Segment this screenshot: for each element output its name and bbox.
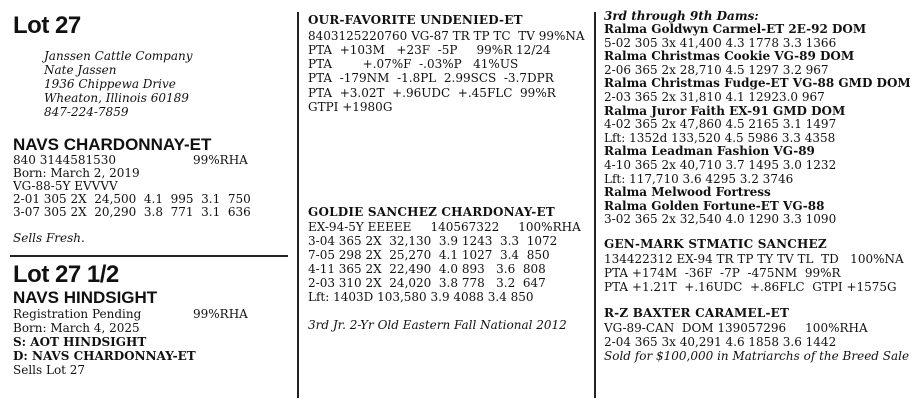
sire-data-line: PTA +3.02T +.96UDC +.45FLC 99%R (308, 86, 556, 100)
ancestor-dam-name: Ralma Christmas Cookie VG-89 DOM (604, 49, 855, 64)
sire-data-line: PTA -179NM -1.8PL 2.99SCS -3.7DPR (308, 71, 554, 85)
mgs-data-line: PTA +174M -36F -7P -475NM 99%R (604, 266, 841, 280)
ancestor-dam-name: Ralma Leadman Fashion VG-89 (604, 144, 815, 159)
mgs-name: GEN-MARK STMATIC SANCHEZ (604, 237, 827, 251)
dam-data-line: 2-03 310 2X 24,020 3.8 778 3.2 647 (308, 276, 546, 290)
sale-note: Sells Fresh. (13, 231, 85, 245)
production-record: 2-01 305 2X 24,500 4.1 995 3.1 750 (13, 192, 251, 206)
classification: VG-88-5Y EVVVV (13, 179, 118, 193)
dam-data-line: Lft: 1403D 103,580 3.9 4088 3.4 850 (308, 290, 534, 304)
consignor-info (44, 49, 193, 119)
dam-data-line: 3-04 365 2X 32,130 3.9 1243 3.3 1072 (308, 234, 558, 248)
sire-line: S: AOT HINDSIGHT (13, 335, 147, 349)
dam-name: GOLDIE SANCHEZ CHARDONAY-ET (308, 205, 555, 219)
mgd-data-line: 2-04 365 3x 40,291 4.6 1858 3.6 1442 (604, 335, 837, 349)
birth-date: Born: March 2, 2019 (13, 166, 140, 180)
dam-data-line: 4-11 365 2X 22,490 4.0 893 3.6 808 (308, 262, 546, 276)
consignor-line: 1936 Chippewa Drive (44, 77, 176, 91)
dam-line: D: NAVS CHARDONNAY-ET (13, 349, 196, 363)
ancestor-dam-record: 3-02 365 2x 32,540 4.0 1290 3.3 1090 (604, 212, 837, 227)
ancestor-dam-name: Ralma Melwood Fortress (604, 185, 771, 200)
sire-data-line: PTA +.07%F -.03%P 41%US (308, 57, 519, 71)
ancestor-dam-record: 2-03 365 2x 31,810 4.1 12923.0 967 (604, 89, 825, 104)
sire-data-line: GTPI +1980G (308, 100, 393, 114)
ancestor-dam-name: Ralma Christmas Fudge-ET VG-88 GMD DOM (604, 76, 911, 91)
ancestor-dam-name: Ralma Golden Fortune-ET VG-88 (604, 198, 825, 213)
birth-date: Born: March 4, 2025 (13, 321, 140, 335)
animal-name: NAVS HINDSIGHT (13, 288, 158, 307)
ancestor-dam-record: 4-10 365 2x 40,710 3.7 1495 3.0 1232 (604, 157, 837, 172)
dam-data-line: 7-05 298 2X 25,270 4.1 1027 3.4 850 (308, 248, 550, 262)
animal-name: NAVS CHARDONNAY-ET (13, 135, 212, 154)
mgd-data-line: VG-89-CAN DOM 139057296 100%RHA (604, 321, 868, 335)
ancestor-dam-record: 2-06 365 2x 28,710 4.5 1297 3.2 967 (604, 62, 829, 77)
consignor-line: 847-224-7859 (44, 105, 129, 119)
column-divider (297, 12, 299, 398)
lot-number: Lot 27 1/2 (13, 261, 119, 288)
production-record: 3-07 305 2X 20,290 3.8 771 3.1 636 (13, 205, 251, 219)
registration-number: 840 3144581530 (13, 153, 117, 167)
ancestor-dam-name: Ralma Juror Faith EX-91 GMD DOM (604, 103, 846, 118)
dam-data-line: EX-94-5Y EEEEE 140567322 100%RHA (308, 220, 581, 234)
consignor-line: Janssen Cattle Company (44, 49, 193, 63)
mgs-data-line: 134422312 EX-94 TR TP TY TV TL TD 100%NA (604, 252, 904, 266)
consignor-line: Wheaton, Illinois 60189 (44, 91, 189, 105)
sire-data-line: PTA +103M +23F -5P 99%R 12/24 (308, 43, 551, 57)
sale-note: Sells Lot 27 (13, 363, 86, 377)
lot-number: Lot 27 (13, 12, 81, 39)
registration-status: Registration Pending (13, 307, 142, 321)
sire-data-line: 8403125220760 VG-87 TR TP TC TV 99%NA (308, 29, 585, 43)
dams-heading: 3rd through 9th Dams: (604, 9, 759, 23)
ancestor-dam-record: Lft: 117,710 3.6 4295 3.2 3746 (604, 171, 794, 186)
ancestor-dam-record: 4-02 365 2x 47,860 4.5 2165 3.1 1497 (604, 117, 837, 132)
lot-divider (10, 255, 288, 257)
mgd-name: R-Z BAXTER CARAMEL-ET (604, 306, 790, 320)
ancestor-dam-record: 5-02 305 3x 41,400 4.3 1778 3.3 1366 (604, 35, 837, 50)
dam-award-note: 3rd Jr. 2-Yr Old Eastern Fall National 2012 (308, 318, 567, 332)
rha-percent: 99%RHA (193, 153, 248, 167)
consignor-line: Nate Jassen (44, 63, 117, 77)
sire-name: OUR-FAVORITE UNDENIED-ET (308, 13, 523, 27)
dams-list (604, 23, 911, 227)
column-divider (594, 12, 596, 398)
ancestor-dam-record: Lft: 1352d 133,520 4.5 5986 3.3 4358 (604, 130, 836, 145)
ancestor-dam-name: Ralma Goldwyn Carmel-ET 2E-92 DOM (604, 22, 867, 36)
mgs-data-line: PTA +1.21T +.16UDC +.86FLC GTPI +1575G (604, 280, 897, 294)
rha-percent: 99%RHA (193, 307, 248, 321)
mgd-sale-note: Sold for $100,000 in Matriarchs of the Breed Sale (604, 349, 910, 363)
